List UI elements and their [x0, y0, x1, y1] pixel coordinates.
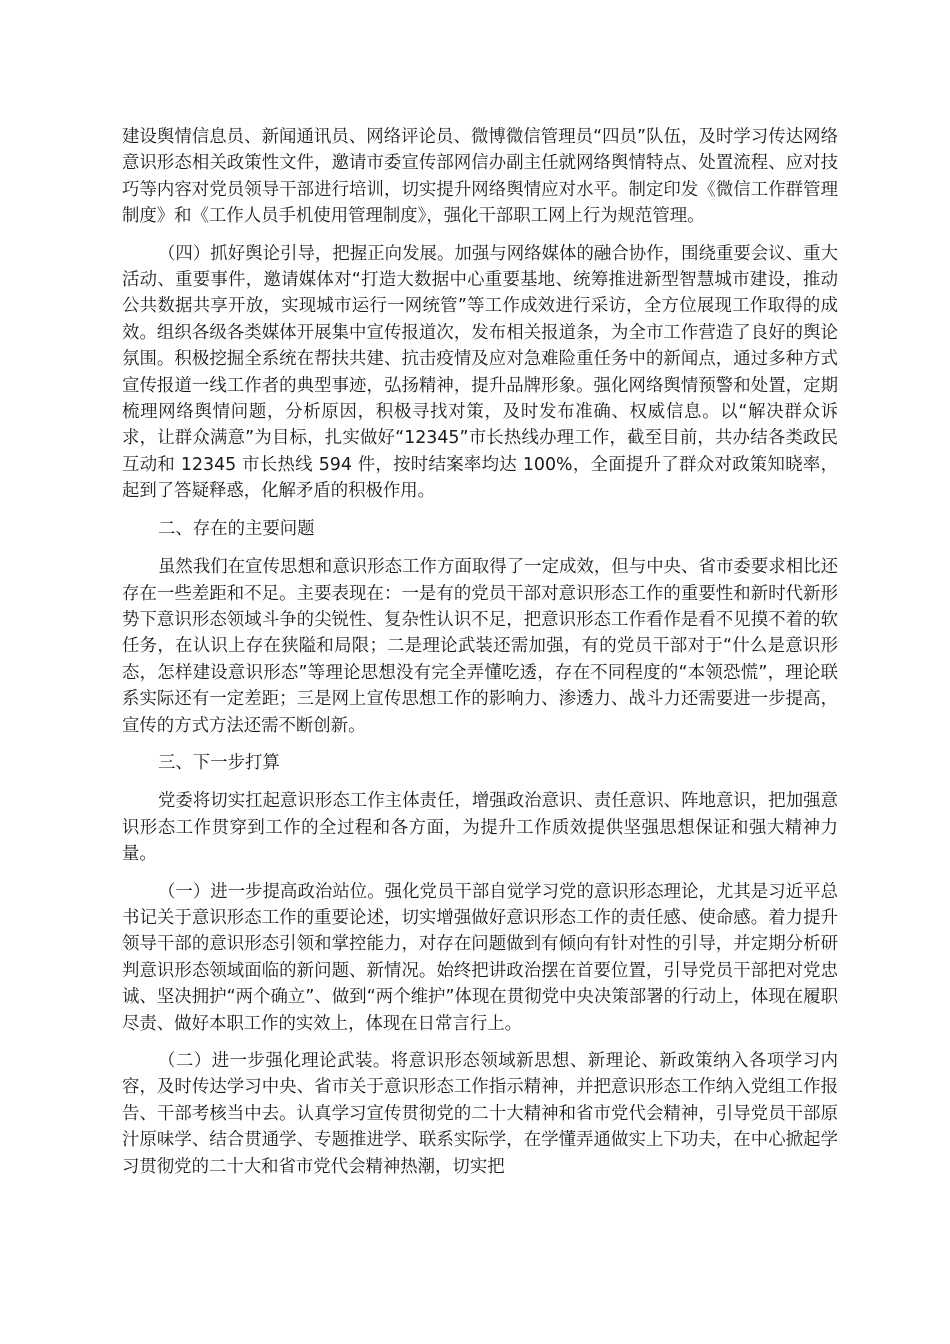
paragraph-theory-arming: （二）进一步强化理论武装。将意识形态领域新思想、新理论、新政策纳入各项学习内容，及时传达学习中央、省市关于意识形态工作指示精神，并把意识形态工作纳入党组工作报告、干部考核当中去。认真学习宣传贯彻党的二十大精神和省市党代会精神，引导党员干部原汁原味学、结合贯通学、专题推进学、联系实际学，在学懂弄通做实上下功夫，在中心掀起学习贯彻党的二十大和省市党代会精神热潮，切实把 [122, 1051, 838, 1177]
paragraph-political-stance: （一）进一步提高政治站位。强化党员干部自觉学习党的意识形态理论，尤其是习近平总书记关于意识形态工作的重要论述，切实增强做好意识形态工作的责任感、使命感。着力提升领导干部的意识形态引领和掌控能力，对存在问题做到有倾向有针对性的引导，并定期分析研判意识形态领域面临的新问题、新情况。始终把讲政治摆在首要位置，引导党员干部把对党忠诚、坚决拥护“两个确立”、做到“两个维护”体现在贯彻党中央决策部署的行动上，体现在履职尽责、做好本职工作的实效上，体现在日常言行上。 [122, 881, 838, 1034]
section-heading-main-problems: 二、存在的主要问题 [158, 518, 315, 539]
document-body [122, 124, 838, 1191]
paragraph-public-opinion-team: 建设舆情信息员、新闻通讯员、网络评论员、微博微信管理员“四员”队伍，及时学习传达网络意识形态相关政策性文件，邀请市委宣传部网信办副主任就网络舆情特点、处置流程、应对技巧等内容对党员领导干部进行培训，切实提升网络舆情应对水平。制定印发《微信工作群管理制度》和《工作人员手机使用管理制度》，强化干部职工网上行为规范管理。 [122, 127, 838, 227]
paragraph-next-steps-intro: 党委将切实扛起意识形态工作主体责任，增强政治意识、责任意识、阵地意识，把加强意识形态工作贯穿到工作的全过程和各方面，为提升工作质效提供坚强思想保证和强大精神力量。 [122, 791, 838, 865]
section-heading-next-steps: 三、下一步打算 [158, 752, 280, 773]
paragraph-main-problems: 虽然我们在宣传思想和意识形态工作方面取得了一定成效，但与中央、省市委要求相比还存在一些差距和不足。主要表现在：一是有的党员干部对意识形态工作的重要性和新时代新形势下意识形态领域斗争的尖锐性、复杂性认识不足，把意识形态工作看作是看不见摸不着的软任务，在认识上存在狭隘和局限；二是理论武装还需加强，有的党员干部对于“什么是意识形态，怎样建设意识形态”等理论思想没有完全弄懂吃透，存在不同程度的“本领恐慌”，理论联系实际还有一定差距；三是网上宣传思想工作的影响力、渗透力、战斗力还需要进一步提高，宣传的方式方法还需不断创新。 [122, 557, 838, 736]
paragraph-guidance-section-4: （四）抓好舆论引导，把握正向发展。加强与网络媒体的融合协作，围绕重要会议、重大活动、重要事件，邀请媒体对“打造大数据中心重要基地、统筹推进新型智慧城市建设，推动公共数据共享开放，实现城市运行一网统管”等工作成效进行采访，全方位展现工作取得的成效。组织各级各类媒体开展集中宣传报道次，发布相关报道条，为全市工作营造了良好的舆论氛围。积极挖掘全系统在帮扶共建、抗击疫情及应对急难险重任务中的新闻点，通过多种方式宣传报道一线工作者的典型事迹，弘扬精神，提升品牌形象。强化网络舆情预警和处置，定期梳理网络舆情问题，分析原因，积极寻找对策，及时发布准确、权威信息。以“解决群众诉求，让群众满意”为目标，扎实做好“12345”市长热线办理工作，截至目前，共办结各类政民互动和 12345 市长热线 594 件，按时结案率均达 100%，全面提升了群众对政策知晓率，起到了答疑释惑，化解矛盾的积极作用。 [122, 243, 838, 502]
